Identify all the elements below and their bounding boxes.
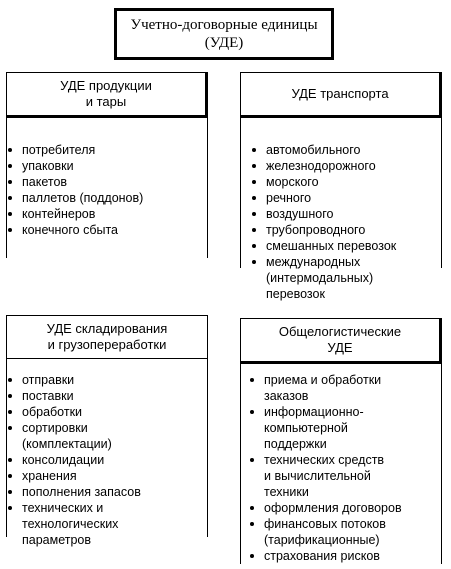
general-header-line-1: Общелогистические: [278, 324, 402, 339]
list-item: приема и обработки заказов: [250, 372, 440, 404]
list-item: конечного сбыта: [8, 222, 204, 238]
warehousing-list: [8, 372, 204, 548]
list-item: хранения: [8, 468, 204, 484]
list-item: информационно- компьютерной поддержки: [250, 404, 440, 452]
list-item: отправки: [8, 372, 204, 388]
list-item: поставки: [8, 388, 204, 404]
title-line-2: (УДЕ): [204, 35, 244, 51]
transport-header: [240, 72, 442, 118]
list-item: технических и технологических параметров: [8, 500, 204, 548]
warehousing-header: [6, 315, 208, 359]
production-header-line-1: УДЕ продукции: [60, 78, 152, 93]
warehousing-header-line-1: УДЕ складирования: [46, 321, 168, 336]
list-item: трубопроводного: [252, 222, 440, 238]
general-header: [240, 318, 442, 364]
list-item: автомобильного: [252, 142, 440, 158]
list-item: контейнеров: [8, 206, 204, 222]
warehousing-header-line-2: и грузопереработки: [47, 337, 167, 352]
list-item: паллетов (поддонов): [8, 190, 204, 206]
list-item: консолидации: [8, 452, 204, 468]
list-item: потребителя: [8, 142, 204, 158]
list-item: финансовых потоков (тарификационные): [250, 516, 440, 548]
list-item: сортировки (комплектации): [8, 420, 204, 452]
list-item: смешанных перевозок: [252, 238, 440, 254]
list-item: упаковки: [8, 158, 204, 174]
general-header-line-2: УДЕ: [327, 340, 353, 355]
transport-list: [252, 142, 440, 302]
production-list: [8, 142, 204, 238]
production-header: [6, 72, 208, 118]
production-header-line-2: и тары: [85, 94, 127, 109]
list-item: железнодорожного: [252, 158, 440, 174]
list-item: международных (интермодальных) перевозок: [252, 254, 440, 302]
transport-header-line-1: УДЕ транспорта: [291, 86, 389, 101]
list-item: оформления договоров: [250, 500, 440, 516]
list-item: воздушного: [252, 206, 440, 222]
list-item: пополнения запасов: [8, 484, 204, 500]
title-line-1: Учетно-договорные единицы: [130, 17, 318, 33]
list-item: обработки: [8, 404, 204, 420]
list-item: страхования рисков: [250, 548, 440, 564]
list-item: пакетов: [8, 174, 204, 190]
list-item: речного: [252, 190, 440, 206]
diagram-title: [114, 8, 334, 60]
general-list: [250, 372, 440, 564]
list-item: морского: [252, 174, 440, 190]
list-item: технических средств и вычислительной техники: [250, 452, 440, 500]
